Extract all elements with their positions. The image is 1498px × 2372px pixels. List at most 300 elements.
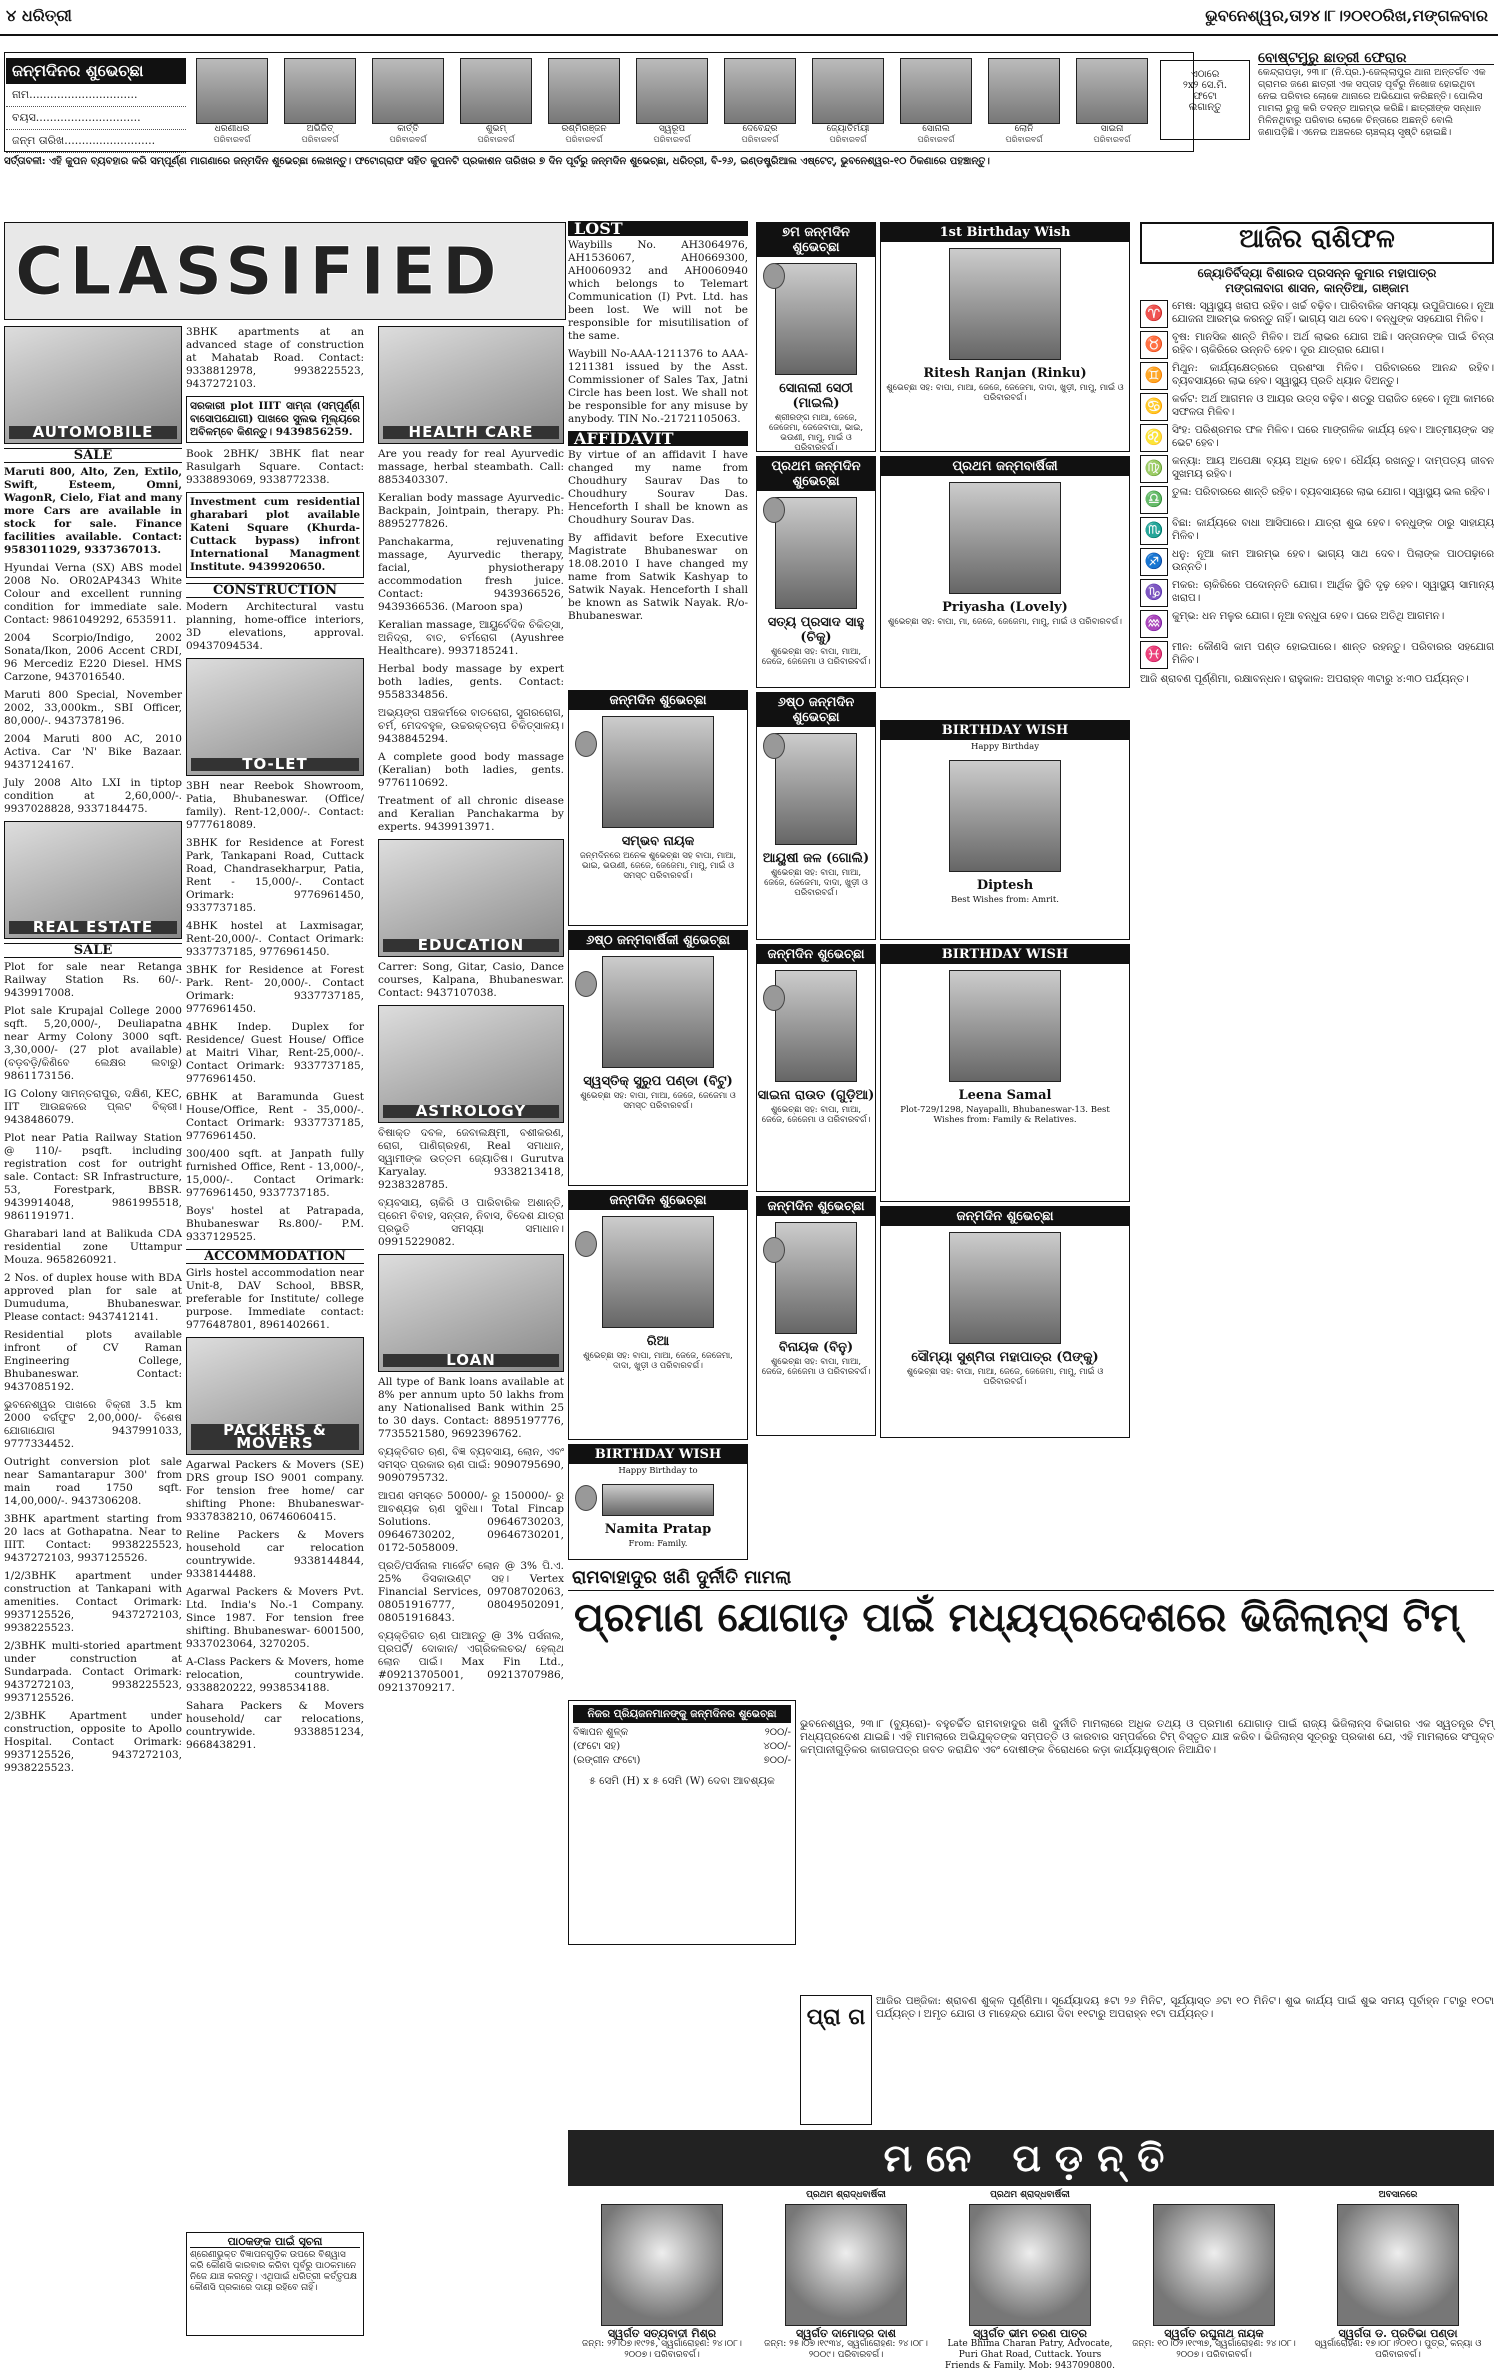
wish-text: Best Wishes from: Amrit. <box>950 895 1060 905</box>
zodiac-icon: ♐ <box>1140 548 1168 576</box>
wish-name: Ritesh Ranjan (Rinku) <box>923 366 1087 381</box>
wish-text: ଶୁଭେଚ୍ଛା ସହ: ବାପା, ମାଆ, ଜେଜେ, ଜେଜେମା ଓ ପରିବାରବର୍ଗ। <box>761 1357 871 1377</box>
rashifal-author: ଜ୍ୟୋତିର୍ବିଦ୍ୟା ବିଶାରଦ ପ୍ରସନ୍ନ କୁମାର ମହାପାତ୍ର <box>1197 266 1437 280</box>
zodiac-icon: ♑ <box>1140 579 1168 607</box>
balloon-icon <box>763 263 785 289</box>
rashi-text: ତୁଳା: ପରିବାରରେ ଶାନ୍ତି ରହିବ। ବ୍ୟବସାୟରେ ଲାଭ ଯୋଗ। ସ୍ୱାସ୍ଥ୍ୟ ଭଲ ରହିବ। <box>1172 486 1490 498</box>
education-section-image <box>378 839 564 957</box>
lost-heading: LOST <box>568 221 748 236</box>
zodiac-icon: ♉ <box>1140 331 1168 359</box>
birthday-kid-photo <box>366 58 450 148</box>
child-photo <box>602 716 714 828</box>
rashi-text: ମକର: ଚାକିରିରେ ପଦୋନ୍ନତି ଯୋଗ। ଆର୍ଥିକ ସ୍ଥିତି ଦୃଢ଼ ହେବ। ସ୍ୱାସ୍ଥ୍ୟ ସାମାନ୍ୟ ଖରାପ। <box>1172 579 1494 605</box>
child-family: ପରିବାରବର୍ଗ <box>1093 135 1131 144</box>
construction-ad: Modern Architectural vastu planning, home-office interiors, 3D elevations, approval. 09437094534. <box>186 601 364 652</box>
classified-ad: IG Colony ସାମନ୍ତରାପୁର, ଦକ୍ଷିଣ, KEC, IIT ଆଉଛକରେ ପ୍ଲଟ ବିକ୍ରୀ। 9438486079. <box>4 1088 182 1126</box>
reader-notice-title: ପାଠକଙ୍କ ପାଇଁ ସୂଚନା <box>190 2236 360 2248</box>
wish-name: Namita Pratap <box>604 1522 712 1537</box>
wish-name: ସାଇନା ରାଉତ (ଗୁଡ଼ିଆ) <box>757 1088 875 1103</box>
rashi-item <box>1140 424 1494 452</box>
rashi-text: ମେଷ: ସ୍ୱାସ୍ଥ୍ୟ ଖରାପ ରହିବ। ଖର୍ଚ୍ଚ ବଢ଼ିବ। ପାରିବାରିକ ସମସ୍ୟା ଉପୁଜିପାରେ। ନୂଆ ଯୋଜନା ଆରମ୍ଭ କରନ୍ତୁ ନାହିଁ। ଭାଗ୍ୟ ସାଥ ଦେବ। ବନ୍ଧୁଙ୍କ ସହଯୋଗ ମିଳିବ। <box>1172 300 1494 326</box>
classified-ad: 3BHK for Residence at Forest Park. Rent- 20,000/-. Contact Orimark: 9337737185, 9776961450. <box>186 964 364 1015</box>
obituary-name: ସ୍ୱର୍ଗତ ଦାମୋଦର ଦାଶ <box>796 2327 896 2340</box>
news-body: ଭୁବନେଶ୍ୱର, ୨୩।୮ (ବ୍ୟୁରୋ)- ବହୁଚର୍ଚ୍ଚିତ ରାମବାହାଦୁର ଖଣି ଦୁର୍ନୀତି ମାମଲାରେ ଅଧିକ ତଥ୍ୟ ଓ ପ୍ରମାଣ ଯୋଗାଡ଼ ପାଇଁ ରାଜ୍ୟ ଭିଜିଲାନ୍ସ ବିଭାଗର ଏକ ସ୍ୱତନ୍ତ୍ର ଟିମ୍ ମଧ୍ୟପ୍ରଦେଶ ଯାଇଛି। ଏହି ମାମଲାରେ ଅଭିଯୁକ୍ତଙ୍କ ସମ୍ପତ୍ତି ଓ କାରବାର ସମ୍ପର୍କରେ ଟିମ୍ ବିସ୍ତୃତ ଯାଞ୍ଚ କରିବ। ଭିଜିଲାନ୍ସ ସୂତ୍ରରୁ ପ୍ରକାଶ ଯେ, ଏହି ମାମଲାରେ ସଂପୃକ୍ତ କମ୍ପାନୀଗୁଡ଼ିକର କାଗଜପତ୍ର ଜବତ କରାଯିବ ଏବଂ ଦୋଷୀଙ୍କ ବିରୋଧରେ କଡ଼ା କାର୍ଯ୍ୟାନୁଷ୍ଠାନ ନିଆଯିବ। <box>800 1718 1494 1756</box>
child-photo <box>949 1232 1061 1344</box>
classified-ad: ଆପଣ ସମସ୍ତେ 50000/- ରୁ 150000/- ରୁ ଆବଶ୍ୟକ ଋଣ ସୁବିଧା। Total Fincap Solutions. 09646730203, 09646730202, 09646730201, 0172-5058009. <box>378 1490 564 1554</box>
birthday-kid-photo <box>1070 58 1154 148</box>
astrology-section-label: ASTROLOGY <box>383 1105 559 1118</box>
wish-name: ରିଆ <box>646 1334 670 1349</box>
child-family: ପରିବାରବର୍ଗ <box>565 135 603 144</box>
form-field-age: ବୟସ.............................. <box>6 107 186 130</box>
obituary <box>1308 2190 1488 2360</box>
child-photo <box>1076 58 1148 124</box>
child-photo <box>602 956 714 1068</box>
photo-box-line: ଫଟୋ <box>1193 91 1217 102</box>
reader-notice-text: ଶ୍ରେଣୀଭୁକ୍ତ ବିଜ୍ଞାପନଗୁଡ଼ିକ ଉପରେ ବିଶ୍ୱାସ କରି କୌଣସି କାରବାର କରିବା ପୂର୍ବରୁ ପାଠକମାନେ ନିଜେ ଯାଞ୍ଚ କରନ୍ତୁ। ଏଥିପାଇଁ ଧରିତ୍ରୀ କର୍ତ୍ତୃପକ୍ଷ କୌଣସି ପ୍ରକାରେ ଦାୟୀ ରହିବେ ନାହିଁ। <box>190 2250 358 2293</box>
classified-ad: 4BHK Indep. Duplex for Residence/ Guest House/ Office at Maitri Vihar, Rent-25,000/-. Contact Orimark: 9337737185, 9776961450. <box>186 1021 364 1085</box>
section-heading: SALE <box>4 943 182 958</box>
rashi-item <box>1140 548 1494 576</box>
child-photo <box>812 58 884 124</box>
classified-ad: Herbal body massage by expert both ladies, gents. Contact: 9558334856. <box>378 663 564 701</box>
wish-text: ଶୁଭେଚ୍ଛା ସହ: ବାପା, ମାଆ, ଜେଜେ, ଜେଜେମା, ଦାଦା, ଖୁଡ଼ୀ ଓ ପରିବାରବର୍ଗ। <box>764 868 868 898</box>
loan-section-label: LOAN <box>383 1354 559 1367</box>
masthead <box>0 0 1498 36</box>
classified-ad: All type of Bank loans available at 8% per annum upto 50 lakhs from any Nationalised Bank within 25 to 30 days. Contact: 8895197776, 7735521580, 9692396762. <box>378 1376 564 1440</box>
birthday-wish-box <box>880 1206 1130 1438</box>
child-family: ପରିବାରବର୍ଗ <box>477 135 515 144</box>
birthday-wish-box <box>568 690 748 926</box>
portrait-photo <box>1153 2204 1275 2326</box>
education-ad: Carrer: Song, Gitar, Casio, Dance courses, Kalpana, Bhubaneswar. Contact: 9437107038. <box>378 961 564 999</box>
to-let-section-image <box>186 658 364 776</box>
wish-title: ଜନ୍ମଦିନ ଶୁଭେଚ୍ଛା <box>569 1191 747 1210</box>
page-number: ୪ ଧରିତ୍ରୀ <box>6 6 72 25</box>
child-family: ପରିବାରବର୍ଗ <box>829 135 867 144</box>
classified-ad: Panchakarma, rejuvenating massage, Ayurvedic therapy, facial, physiotherapy accommodation fresh juice. Contact: 9439366526, 9439366536. (Maroon spa) <box>378 536 564 613</box>
photo-box-line: ୨x୨ ସେ.ମି. <box>1182 80 1228 91</box>
balloon-icon <box>763 733 785 759</box>
rashifal-address: ମଙ୍ଗଳାବାଗ ଶାସନ, କାନ୍ତିଆ, ଗଞ୍ଜାମ <box>1225 281 1409 295</box>
zodiac-icon: ♓ <box>1140 641 1168 669</box>
classified-ad: Reline Packers & Movers household car relocation countrywide. 9338144844, 9338144488. <box>186 1529 364 1580</box>
news-kicker: ରାମବାହାଦୁର ଖଣି ଦୁର୍ନୀତି ମାମଲା <box>568 1565 1494 1591</box>
classified-ad: Investment cum residential gharabari plot available Kateni Square (Khurda-Cuttack bypass) infront International Managment Institute. 9439920650. <box>186 492 364 578</box>
child-name: ସାଇନା <box>1100 124 1124 134</box>
portrait-photo <box>785 2204 907 2326</box>
real-estate-ads <box>4 961 182 1775</box>
obituary-name: ସ୍ୱର୍ଗତା ଡ. ପ୍ରତିଭା ପଣ୍ଡା <box>1338 2327 1458 2340</box>
wish-text: ଜନ୍ମଦିନରେ ଅନେକ ଶୁଭେଚ୍ଛା ସହ ବାପା, ମାଆ, ଭାଇ, ଭଉଣୀ, ଜେଜେ, ଜେଜେମା, ମାମୁ, ମାଇଁ ଓ ସମସ୍ତ ପରିବାରବର୍ଗ। <box>579 851 737 881</box>
wish-title: ଜନ୍ମଦିନ ଶୁଭେଚ୍ଛା <box>569 691 747 710</box>
child-family: ପରିବାରବର୍ଗ <box>301 135 339 144</box>
birthday-coupon-terms: ସର୍ତ୍ତାବଳୀ: ଏହି କୁପନ ବ୍ୟବହାର କରି ସମ୍ପୂର୍ଣ୍ଣ ମାଗଣାରେ ଜନ୍ମଦିନ ଶୁଭେଚ୍ଛା ଲେଖନ୍ତୁ। ଫଟୋଗ୍ରାଫ ସହିତ କୁପନଟି ପ୍ରକାଶନ ତାରିଖର ୭ ଦିନ ପୂର୍ବରୁ ଜନ୍ମଦିନ ଶୁଭେଚ୍ଛା, ଧରିତ୍ରୀ, ବି-୨୬, ଇଣ୍ଡଷ୍ଟ୍ରିଆଲ ଏଷ୍ଟେଟ୍, ଭୁବନେଶ୍ୱର-୧୦ ଠିକଣାରେ ପହଞ୍ଚାନ୍ତୁ। <box>4 156 990 167</box>
classified-ad: A-Class Packers & Movers, home relocation, countrywide. 9338820222, 9938534188. <box>186 1656 364 1694</box>
rashi-text: ମିଥୁନ: କାର୍ଯ୍ୟକ୍ଷେତ୍ରରେ ପ୍ରଶଂସା ମିଳିବ। ପରିବାରରେ ଆନନ୍ଦ ରହିବ। ବ୍ୟବସାୟରେ ଲାଭ ହେବ। ସ୍ୱାସ୍ଥ୍ୟ ପ୍ରତି ଧ୍ୟାନ ଦିଅନ୍ତୁ। <box>1172 362 1494 388</box>
child-photo <box>988 58 1060 124</box>
automobile-ads <box>4 466 182 816</box>
wish-title: ପ୍ରଥମ ଜନ୍ମଦିନ ଶୁଭେଚ୍ଛା <box>757 457 875 491</box>
packers-section-image <box>186 1337 364 1455</box>
child-name: ଶୁଭମ୍ <box>485 124 507 134</box>
classified-ad: Plot for sale near Retanga Railway Station Rs. 60/-. 9439917008. <box>4 961 182 999</box>
child-photo <box>775 733 857 845</box>
child-photo <box>900 58 972 124</box>
to-let-ads <box>186 780 364 1244</box>
classified-ad: ବ୍ୟକ୍ତିଗତ ଋଣ ପାଆନ୍ତୁ @ 3% ପର୍ସନାଲ, ପ୍ରପର୍ଟି/ ଦୋକାନ/ ଏଗ୍ରିକଲଚର/ ହେଲ୍ଥ ଲୋନ ପାଇଁ। Max Fin Ltd., #09213705001, 09213707986, 09213709217. <box>378 1630 564 1694</box>
wish-name: ବିନାୟକ (ବିନୁ) <box>778 1340 854 1355</box>
rashifal-footer: ଆଜି ଶ୍ରାବଣ ପୂର୍ଣ୍ଣିମା, ରକ୍ଷାବନ୍ଧନ। ରାହୁକାଳ: ଅପରାହ୍ନ ୩ଟାରୁ ୪:୩୦ ପର୍ଯ୍ୟନ୍ତ। <box>1140 673 1469 685</box>
classified-ad: Residential plots available infront of CV Raman Engineering College, Bhubaneswar. Contact: 9437085192. <box>4 1329 182 1393</box>
rashi-item <box>1140 579 1494 607</box>
child-photo <box>949 248 1061 360</box>
classified-banner <box>4 222 566 320</box>
classified-column-3 <box>378 326 564 2334</box>
obituary-text: ଜନ୍ମ: ୨୫।୦୭।୧୯୩୪, ସ୍ୱର୍ଗାରୋହଣ: ୨୪।୦୮।୨୦୦୯। ପରିବାରବର୍ଗ। <box>764 2339 928 2360</box>
loan-section-image <box>378 1254 564 1372</box>
portrait-photo <box>969 2204 1091 2326</box>
birthday-wish-box <box>568 1444 748 1560</box>
child-family: ପରିବାରବର୍ଗ <box>213 135 251 144</box>
wish-name: ଆୟୁଷୀ ଜଳ (ଗୋଲି) <box>762 851 870 866</box>
obituary <box>1124 2190 1304 2360</box>
rashi-text: କର୍କଟ: ଅର୍ଥ ଆଗମନ ଓ ଆୟର ଉତ୍ସ ବଢ଼ିବ। ଶତ୍ରୁ ପରାଜିତ ହେବେ। ନୂଆ କାମରେ ସଫଳତା ମିଳିବ। <box>1172 393 1494 419</box>
balloon-icon <box>575 971 597 997</box>
packers-section-label: PACKERS & MOVERS <box>191 1424 359 1450</box>
automobile-section-label: AUTOMOBILE <box>9 426 177 439</box>
wish-text: ଶୁଭେଚ୍ଛା ସହ: ବାପା, ମାଆ, ଜେଜେ, ଜେଜେମା, ଦାଦା, ଖୁଡ଼ୀ, ମାମୁ, ମାଇଁ ଓ ପରିବାରବର୍ଗ। <box>886 383 1124 403</box>
real-estate-section-label: REAL ESTATE <box>9 921 177 934</box>
balloon-icon <box>763 497 785 523</box>
classified-ad: 3BH near Reebok Showroom, Patia, Bhubaneswar. (Office/ family). Rent-12,000/-. Contact: 9777618089. <box>186 780 364 831</box>
rashi-item <box>1140 455 1494 483</box>
classified-ad: Hyundai Verna (SX) ABS model 2008 No. OR02AP4343 White Colour and excellent running condition for immediate sale. Contact: 9861049292, 6535911. <box>4 562 182 626</box>
astrology-ads <box>378 1127 564 1249</box>
portrait-photo <box>1337 2204 1459 2326</box>
birthday-kid-photo <box>718 58 802 148</box>
rashi-item <box>1140 362 1494 390</box>
child-name: ରଶ୍ମିରଞ୍ଜନ <box>561 124 607 134</box>
rate-value: ୭୦୦/- <box>763 1755 791 1766</box>
classified-ad: ବ୍ୟବସାୟ, ଚାକିରି ଓ ପାରିବାରିକ ଅଶାନ୍ତି, ପ୍ରେମ ବିବାହ, ସନ୍ତାନ, ନିବାସ, ବିଦେଶ ଯାତ୍ରା ପ୍ରଭୃତି ସମସ୍ୟା ସମାଧାନ। 09915229082. <box>378 1197 564 1248</box>
wish-name: Diptesh <box>976 878 1034 893</box>
wish-title: ପ୍ରଥମ ଜନ୍ମବାର୍ଷିକୀ <box>881 457 1129 476</box>
birthday-kid-photo <box>190 58 274 148</box>
health-care-section-image <box>378 326 564 444</box>
child-family: ପରିବାରବର୍ଗ <box>653 135 691 144</box>
child-photo <box>602 1484 714 1516</box>
child-name: ଅଭିଜିତ୍ <box>306 124 334 134</box>
rashi-text: ସିଂହ: ପରିଶ୍ରମର ଫଳ ମିଳିବ। ଘରେ ମାଙ୍ଗଳିକ କାର୍ଯ୍ୟ ହେବ। ଆତ୍ମୀୟଙ୍କ ସହ ଭେଟ ହେବ। <box>1172 424 1494 450</box>
wish-name: ସ୍ୱସ୍ତିକ୍ ସୁରୁପ ପଣ୍ଡା (ବିଟୁ) <box>583 1074 733 1089</box>
child-photo <box>949 760 1061 872</box>
balloon-icon <box>763 1237 785 1263</box>
wish-text: Plot-729/1298, Nayapalli, Bhubaneswar-13. Best Wishes from: Family & Relatives. <box>900 1105 1110 1125</box>
news-brief-title: ବୋଷ୍ଟମୁରୁ ଛାତ୍ରୀ ଫେରାର <box>1258 52 1494 65</box>
balloon-icon <box>575 731 597 757</box>
photo-placeholder-box <box>1160 60 1250 140</box>
classified-ad: 2004 Maruti 800 AC, 2010 Activa. Car 'N' Bike Bazaar. 9437124167. <box>4 733 182 771</box>
education-section-label: EDUCATION <box>383 939 559 952</box>
rate-card-title: ନିଜର ପ୍ରିୟଜନମାନଙ୍କୁ ଜନ୍ମଦିନର ଶୁଭେଚ୍ଛା <box>573 1705 791 1723</box>
wish-name: ସତ୍ୟ ପ୍ରସାଦ ସାହୁ (ଚିକୁ) <box>767 615 865 645</box>
zodiac-icon: ♒ <box>1140 610 1168 638</box>
wish-text: ଶୁଭେଚ୍ଛା ସହ: ବାପା, ମାଆ, ଜେଜେ, ଜେଜେମା ଓ ପରିବାରବର୍ଗ। <box>761 1105 871 1125</box>
child-photo <box>372 58 444 124</box>
classified-ad: Agarwal Packers & Movers (SE) DRS group ISO 9001 company. For tension free home/ car shifting Phone: Bhubaneswar- 9337838210, 06746060415. <box>186 1459 364 1523</box>
zodiac-icon: ♋ <box>1140 393 1168 421</box>
panjika-text: ଆଜିର ପଞ୍ଜିକା: ଶ୍ରାବଣ ଶୁକ୍ଳ ପୂର୍ଣ୍ଣିମା। ସୂର୍ଯ୍ୟୋଦୟ ୫ଟା ୨୬ ମିନିଟ, ସୂର୍ଯ୍ୟାସ୍ତ ୬ଟା ୧୦ ମିନିଟ। ଶୁଭ କାର୍ଯ୍ୟ ପାଇଁ ଶୁଭ ସମୟ ପୂର୍ବାହ୍ନ ୮ଟାରୁ ୧୦ଟା ପର୍ଯ୍ୟନ୍ତ। ଅମୃତ ଯୋଗ ଓ ମାହେନ୍ଦ୍ର ଯୋଗ ଦିବା ୧୧ଟାରୁ ଅପରାହ୍ନ ୧ଟା ପର୍ଯ୍ୟନ୍ତ। <box>876 1995 1494 2020</box>
classified-column-2 <box>186 326 364 2226</box>
birthday-wish-box <box>568 930 748 1186</box>
zodiac-icon: ♎ <box>1140 486 1168 514</box>
wish-name: Priyasha (Lovely) <box>942 600 1068 615</box>
classified-banner-title: CLASSIFIED <box>15 233 503 310</box>
wish-name: Leena Samal <box>958 1088 1052 1103</box>
child-photo <box>196 58 268 124</box>
birthday-wish-box <box>568 1190 748 1440</box>
zodiac-icon: ♊ <box>1140 362 1168 390</box>
news-headline: ପ୍ରମାଣ ଯୋଗାଡ଼ ପାଇଁ ମଧ୍ୟପ୍ରଦେଶରେ ଭିଜିଲାନ୍ସ ଟିମ୍ <box>574 1594 1461 1641</box>
child-photo <box>775 1222 857 1334</box>
classified-ad: Outright conversion plot sale near Samantarapur 300' from main road 1750 sqft. 14,00,000/-. 9437306208. <box>4 1456 182 1507</box>
rashi-item <box>1140 610 1494 638</box>
birthday-wish-box <box>756 1196 876 1436</box>
birthday-coupon-title: ଜନ୍ମଦିନର ଶୁଭେଚ୍ଛା <box>6 58 186 84</box>
affidavit-ad: By affidavit before Executive Magistrate Bhubaneswar on 18.08.2010 I have changed my name from Satwik Kashyap to Satwik Nayak. Henceforth I shall be known as Satwik Nayak. R/o-Bhubaneswar. <box>568 532 748 622</box>
obituary-name: ସ୍ୱର୍ଗତ ରଘୁନାଥ ନାୟକ <box>1164 2327 1264 2340</box>
section-heading: CONSTRUCTION <box>186 583 364 598</box>
obituary-text: ଜନ୍ମ: ୨୨।୦୭।୧୯୨୫, ସ୍ୱର୍ଗାରୋହଣ: ୨୪।୦୮।୨୦୦୭। ପରିବାରବର୍ଗ। <box>582 2339 742 2360</box>
wish-title: ୭ମ ଜନ୍ମଦିନ ଶୁଭେଚ୍ଛା <box>757 223 875 257</box>
birthday-rate-card <box>568 1700 796 1945</box>
birthday-kid-photo <box>894 58 978 148</box>
classified-ad: Maruti 800 Special, November 2002, 33,000km., SBI Officer, 80,000/-. 9437378196. <box>4 689 182 727</box>
classified-ad: 3BHK apartments at an advanced stage of construction at Mahatab Road. Contact: 9338812978, 9938225523, 9437272103. <box>186 326 364 390</box>
rate-label: ବିଜ୍ଞାପନ ଶୁଳ୍କ <box>573 1727 629 1738</box>
lost-ad: Waybills No. AH3064976, AH1536067, AH0669300, AH0060932 and AH0060940 which belongs to Telemart Communication (I) Pvt. Ltd. has been lost. We will not be responsible for misutilisation of the same. <box>568 239 748 342</box>
rashi-item <box>1140 393 1494 421</box>
rashi-item <box>1140 517 1494 545</box>
rate-value: ୨୦୦/- <box>764 1727 791 1738</box>
child-name: ଲୋନି <box>1014 124 1034 134</box>
zodiac-icon: ♈ <box>1140 300 1168 328</box>
classified-ad: Treatment of all chronic disease and Keralian Panchakarma by experts. 9439913971. <box>378 795 564 833</box>
obituary-text: Late Bhima Charan Patry, Advocate, Puri Ghat Road, Cuttack. Yours Friends & Family. Mob: 9437090800. <box>945 2339 1115 2371</box>
birthday-wish-box <box>756 692 876 940</box>
obituary-heading <box>1124 2190 1304 2202</box>
wish-subtitle: Happy Birthday to <box>618 1466 698 1476</box>
child-name: ଜ୍ୟୋତିର୍ମୟୀ <box>826 124 870 134</box>
photo-box-line: ଲଗାନ୍ତୁ <box>1188 102 1222 113</box>
accommodation-ad: Girls hostel accommodation near Unit-8, DAV School, BBSR, preferable for Institute/ college purpose. Immediate contact: 9776487801, 8961402661. <box>186 1267 364 1331</box>
rashi-text: ଧନୁ: ନୂଆ କାମ ଆରମ୍ଭ ହେବ। ଭାଗ୍ୟ ସାଥ ଦେବ। ପିଲାଙ୍କ ପାଠପଢ଼ାରେ ଉନ୍ନତି। <box>1172 548 1494 574</box>
classified-ad: 2 Nos. of duplex house with BDA approved plan for sale at Dumuduma, Bhubaneswar. Please contact: 9437412141. <box>4 1272 182 1323</box>
classified-ad: 2/3BHK Apartment under construction, opposite to Apollo Hospital. Contact Orimark: 9937125526, 9437272103, 9938225523. <box>4 1710 182 1774</box>
classified-ad: 6BHK at Baramunda Guest House/Office, Rent - 35,000/-. Contact Orimark: 9337737185, 9776961450. <box>186 1091 364 1142</box>
zodiac-icon: ♏ <box>1140 517 1168 545</box>
classified-ad: ଅଭ୍ୟଙ୍ଗ ପଞ୍ଚକର୍ମରେ ବାତରୋଗ, ସୁଗରରୋଗ, ଚର୍ମ, ମେଦବହୁଳ, ଉଚ୍ଚରକ୍ତଚାପ ଚିକିତ୍ସାଳୟ। 9438845294. <box>378 707 564 745</box>
child-photo <box>775 263 857 375</box>
news-brief <box>1258 52 1494 212</box>
obituary-heading: ଅବସାନରେ <box>1378 2190 1418 2200</box>
child-family: ପରିବାରବର୍ଗ <box>389 135 427 144</box>
obituary <box>572 2190 752 2360</box>
wish-text: ଶୁଭେଚ୍ଛା ସହ: ବାପା, ମାଆ, ଜେଜେ, ଜେଜେମା, ଦାଦା, ଖୁଡ଼ୀ ଓ ପରିବାରବର୍ଗ। <box>583 1351 733 1371</box>
classified-ad: Are you ready for real Ayurvedic massage, herbal steambath. Call: 8853403307. <box>378 448 564 486</box>
lost-ad: Waybill No-AAA-1211376 to AAA-1211381 issued by the Asst. Commissioner of Sales Tax, Jatni Circle has been lost. We shall not be responsible for any misuse by anybody. TIN No.-21721105063. <box>568 348 748 425</box>
child-photo <box>284 58 356 124</box>
classified-ad: 4BHK hostel at Laxmisagar, Rent-20,000/-. Contact Orimark: 9337737185, 9776961450. <box>186 920 364 958</box>
wish-name: ସୌମ୍ୟା ସୁଶ୍ମିତା ମହାପାତ୍ର (ପିଙ୍କୁ) <box>911 1350 1099 1365</box>
wish-title: 1st Birthday Wish <box>881 223 1129 242</box>
affidavit-heading: AFFIDAVIT <box>568 431 748 446</box>
wish-title: BIRTHDAY WISH <box>881 721 1129 740</box>
rate-card-footnote: ୫ ସେମି (H) x ୫ ସେମି (W) ଦେବା ଆବଶ୍ୟକ <box>589 1775 775 1787</box>
child-name: ସ୍ୱରୂପ <box>658 124 686 134</box>
birthday-kid-photo <box>630 58 714 148</box>
wish-text: ଶୁଭେଚ୍ଛା ସହ: ବାପା, ମା, ଜେଜେ, ଜେଜେମା, ମାମୁ, ମାଇଁ ଓ ପରିବାରବର୍ଗ। <box>888 617 1122 627</box>
child-name: ସୋନାଲ <box>922 124 950 134</box>
zodiac-icon: ♍ <box>1140 455 1168 483</box>
classified-ad: Agarwal Packers & Movers Pvt. Ltd. India's No.-1 Company. Since 1987. For tension free shifting. Bhubaneswar- 6001500, 9337023064, 3270205. <box>186 1586 364 1650</box>
section-heading: SALE <box>4 448 182 463</box>
child-name: ଦେବେନ୍ଦ୍ର <box>742 124 778 134</box>
rashi-item <box>1140 300 1494 328</box>
wish-text: ଶ୍ରୀରଙ୍ଗ ମାଆ, ଜେଜେ, ଜେଜେମା, ଜେଜେବାପା, ଭାଇ, ଭଉଣୀ, ମାମୁ, ମାଇଁ ଓ ପରିବାରବର୍ଗ। <box>768 413 864 453</box>
rashi-text: ବିଛା: କାର୍ଯ୍ୟରେ ବାଧା ଆସିପାରେ। ଯାତ୍ରା ଶୁଭ ହେବ। ବନ୍ଧୁଙ୍କ ଠାରୁ ସାହାଯ୍ୟ ମିଳିବ। <box>1172 517 1494 543</box>
balloon-icon <box>575 1485 597 1511</box>
classified-ad: 300/400 sqft. at Janpath fully furnished Office, Rent - 13,000/-, 15,000/-. Contact Orimark: 9776961450, 9337737185. <box>186 1148 364 1199</box>
classified-ad: Plot near Patia Railway Station @ 110/- psqft. including registration cost for outright sale. Contact: SR Infrastructure, 53, Forestpark, BBSR. 9439914048, 9861995518, 9861191971. <box>4 1132 182 1222</box>
wish-title: ଜନ୍ମଦିନ ଶୁଭେଚ୍ଛା <box>757 1197 875 1216</box>
classified-ad: Keralian body massage Ayurvedic-Backpain, Jointpain, therapy. Ph: 8895277826. <box>378 492 564 530</box>
birthday-kid-photo <box>982 58 1066 148</box>
child-family: ପରିବାରବର୍ଗ <box>917 135 955 144</box>
health-care-section-label: HEALTH CARE <box>383 426 559 439</box>
rashi-item <box>1140 486 1494 514</box>
birthday-kid-photo <box>278 58 362 148</box>
birthday-kid-photo <box>806 58 890 148</box>
form-field-name: ନାମ............................... <box>6 84 186 107</box>
wish-text: From: Family. <box>628 1539 688 1549</box>
obituary-text: ଜନ୍ମ: ୧୦।୦୨।୧୯୩୭, ସ୍ୱର୍ଗାରୋହଣ: ୨୪।୦୮।୨୦୦୭। ପରିବାରବର୍ଗ। <box>1132 2339 1296 2360</box>
child-photo <box>636 58 708 124</box>
classified-ad: ପ୍ରତି/ପର୍ସନାଲ ମାର୍କେଟ ଲୋନ @ 3% ପି.ଏ. 25% ଡିସକାଉଣ୍ଟ ସହ। Vertex Financial Services, 09708702063, 08051916777, 08049502091, 08051916843. <box>378 1560 564 1624</box>
child-photo <box>602 1216 714 1328</box>
wish-subtitle: Happy Birthday <box>970 742 1040 752</box>
rashi-text: କନ୍ୟା: ଆୟ ଅପେକ୍ଷା ବ୍ୟୟ ଅଧିକ ହେବ। ଧୈର୍ଯ୍ୟ ରଖନ୍ତୁ। ଦାମ୍ପତ୍ୟ ଜୀବନ ସୁଖମୟ ରହିବ। <box>1172 455 1494 481</box>
child-photo <box>775 497 857 609</box>
panjika-label: ପ୍ରା ଗ <box>800 1995 872 2125</box>
rashi-item <box>1140 331 1494 359</box>
wish-title: BIRTHDAY WISH <box>881 945 1129 964</box>
child-family: ପରିବାରବର୍ଗ <box>741 135 779 144</box>
real-estate-section-image <box>4 821 182 939</box>
wish-title: BIRTHDAY WISH <box>569 1445 747 1464</box>
news-brief-text: କେନ୍ଦ୍ରାପଡ଼ା, ୨୩।୮ (ନି.ପ୍ର.)-ଜେଲ୍ଲାପୁର ଥାନା ଅନ୍ତର୍ଗତ ଏକ ଗ୍ରାମର ଜଣେ ଛାତ୍ରୀ ଏକ ସପ୍ତାହ ପୂର୍ବରୁ ନିଖୋଜ ହୋଇଥିବା ନେଇ ପରିବାର ଲୋକେ ଥାନାରେ ଅଭିଯୋଗ କରିଛନ୍ତି। ପୋଲିସ ମାମଲା ରୁଜୁ କରି ତଦନ୍ତ ଆରମ୍ଭ କରିଛି। ଛାତ୍ରୀଙ୍କ ସନ୍ଧାନ ମିଳିନଥିବାରୁ ପରିବାର ଲୋକେ ଚିନ୍ତାରେ ଅଛନ୍ତି ବୋଲି ଜଣାପଡ଼ିଛି। ଏନେଇ ଅଞ୍ଚଳରେ ଚାଞ୍ଚଲ୍ୟ ସୃଷ୍ଟି ହୋଇଛି। <box>1258 67 1486 138</box>
obituary-text: ସ୍ୱର୍ଗାରୋହଣ: ୧୭।୦୮।୨୦୧୦। ପୁତ୍ର, କନ୍ୟା ଓ ପରିବାରବର୍ଗ। <box>1314 2339 1482 2360</box>
birthday-wish-box <box>880 456 1130 688</box>
rashi-text: କୁମ୍ଭ: ଧନ ମଳୁର ଯୋଗ। ନୂଆ ବନ୍ଧୁତା ହେବ। ଘରେ ଅତିଥି ଆଗମନ। <box>1172 610 1445 622</box>
obituary <box>940 2190 1120 2371</box>
loan-ads <box>378 1376 564 1695</box>
astrology-section-image <box>378 1005 564 1123</box>
rate-row <box>573 1754 791 1768</box>
obituary-heading: ପ୍ରଥମ ଶ୍ରାଦ୍ଧବାର୍ଷିକୀ <box>806 2190 886 2200</box>
birthday-coupon-form <box>6 58 186 147</box>
rashi-text: ବୃଷ: ମାନସିକ ଶାନ୍ତି ମିଳିବ। ଅର୍ଥ ଲାଭର ଯୋଗ ଅଛି। ସନ୍ତାନଙ୍କ ପାଇଁ ଚିନ୍ତା ରହିବ। ଚାକିରିରେ ଉନ୍ନତି ହେବ। ଦୂର ଯାତ୍ରାର ଯୋଗ। <box>1172 331 1494 357</box>
classified-ad: 1/2/3BHK apartment under construction at Tankapani with amenities. Contact Orimark: 9937125526, 9437272103, 9938225523. <box>4 1570 182 1634</box>
obituary <box>756 2190 936 2360</box>
wish-title: ୬ଷ୍ଠ ଜନ୍ମବାର୍ଷିକୀ ଶୁଭେଚ୍ଛା <box>569 931 747 950</box>
classified-ad: 2/3BHK multi-storied apartment under construction at Sundarpada. Contact Orimark: 9437272103, 9938225523, 9937125526. <box>4 1640 182 1704</box>
form-field-dob: ଜନ୍ମ ତାରିଖ.......................... <box>6 130 186 153</box>
portrait-photo <box>601 2204 723 2326</box>
classified-ad: A complete good body massage (Keralian) both ladies, gents. 9776110692. <box>378 751 564 789</box>
classified-ad: Sahara Packers & Movers household/ car relocations, countrywide. 9338851234, 9668438291. <box>186 1700 364 1751</box>
obituary-heading <box>572 2190 752 2202</box>
to-let-section-label: TO-LET <box>191 758 359 771</box>
obituary-heading: ପ୍ରଥମ ଶ୍ରାଦ୍ଧବାର୍ଷିକୀ <box>990 2190 1070 2200</box>
child-name: କାର୍ତ୍ତି <box>397 124 419 134</box>
reader-notice <box>186 2232 364 2336</box>
child-photo <box>775 970 857 1082</box>
balloon-icon <box>763 985 785 1011</box>
wish-text: ଶୁଭେଚ୍ଛା ସହ: ବାପା, ମାଆ, ଜେଜେ, ଜେଜେମା, ମାମୁ, ମାଇଁ ଓ ପରିବାରବର୍ଗ। <box>906 1367 1104 1387</box>
remembrance-banner: ମନେ ପଡ଼ନ୍ତି <box>568 2130 1494 2186</box>
wish-name: ସମ୍ଭବ ନାୟକ <box>621 834 695 849</box>
classified-ad: 2004 Scorpio/Indigo, 2002 Sonata/Ikon, 2006 Accent CRDI, 96 Mercediz E220 Diesel. HMS Carzone, 9437016540. <box>4 632 182 683</box>
classified-ad: Maruti 800, Alto, Zen, Extilo, Swift, Esteem, Omni, WagonR, Cielo, Fiat and many more Cars are available in stock for sale. Finance facilities available. Contact: 9583011029, 9337367013. <box>4 466 182 556</box>
classified-ad: Boys' hostel at Patrapada, Bhubaneswar Rs.800/- P.M. 9337129525. <box>186 1205 364 1243</box>
rate-value: ୪୦୦/- <box>763 1741 791 1752</box>
birthday-wish-box <box>880 720 1130 940</box>
rashi-text: ମୀନ: କୌଣସି କାମ ପଣ୍ଡ ହୋଇପାରେ। ଶାନ୍ତ ରହନ୍ତୁ। ପରିବାରର ସହଯୋଗ ମିଳିବ। <box>1172 641 1494 667</box>
child-photo <box>949 482 1061 594</box>
wish-text: ଶୁଭେଚ୍ଛା ସହ: ବାପା, ମାଆ, ଜେଜେ, ଜେଜେମା ଓ ପରିବାରବର୍ଗ। <box>761 647 871 667</box>
classified-ad: ସରକାରୀ plot IIIT ସାମ୍ନା (ସମ୍ପୂର୍ଣ୍ଣ ବାସୋପଯୋଗୀ) ପାଖରେ ସୁଲଭ ମୂଲ୍ୟରେ ଅବିଳମ୍ବେ କିଣନ୍ତୁ। 9439856259. <box>186 396 364 443</box>
news-headline-block <box>568 1565 1494 1645</box>
dateline: ଭୁବନେଶ୍ୱର,ତା୨୪।୮।୨୦୧୦ରିଖ,ମଙ୍ଗଳବାର <box>1205 6 1488 25</box>
photo-box-line: ଏଠାରେ <box>1190 69 1220 80</box>
classified-ad: ବିଷାକ୍ତ ଦବଳ, ଜେବାଲକ୍ଷ୍ମୀ, ବଶୀକରଣ, ରୋଗ, ପାଣିଗ୍ରହଣ, Real ସମାଧାନ, ସ୍ୱାମୀଙ୍କ ଉତ୍ତମ ଜ୍ୟୋତିଷ। Gurutva Karyalay. 9338213418, 9238328785. <box>378 1127 564 1191</box>
balloon-icon <box>575 1231 597 1257</box>
packers-ads <box>186 1459 364 1752</box>
classified-ad: 3BHK apartment starting from 20 lacs at Gothapatna. Near to IIIT. Contact: 9938225523, 9437272103, 9937125526. <box>4 1513 182 1564</box>
birthday-kid-photo <box>542 58 626 148</box>
rashifal-list <box>1140 300 1494 1562</box>
rate-row <box>573 1726 791 1740</box>
child-photo <box>460 58 532 124</box>
section-heading: ACCOMMODATION <box>186 1249 364 1264</box>
classified-ad: Plot sale Krupajal College 2000 sqft. 5,20,000/-, Deuliapatna near Army Colony 3000 sqft. 3,30,000/- (27 plot available) (ବଡ଼ବଡ଼ି/କିଣିବେ ଲେକ୍ଷର ଲବାରୁ) 9861173156. <box>4 1005 182 1082</box>
rate-row <box>573 1740 791 1754</box>
wish-title: ୬ଷ୍ଠ ଜନ୍ମଦିନ ଶୁଭେଚ୍ଛା <box>757 693 875 727</box>
classified-ad: 3BHK for Residence at Forest Park, Tankapani Road, Cuttack Road, Chandrasekharpur, Patia, Rent - 15,000/-. Contact Orimark: 9776961450, 9337737185. <box>186 837 364 914</box>
birthday-wish-box <box>756 456 876 688</box>
classified-ad: Book 2BHK/ 3BHK flat near Rasulgarh Square. Contact: 9338893069, 9338772338. <box>186 448 364 486</box>
birthday-kid-photo <box>454 58 538 148</box>
classified-column-1 <box>4 326 182 2334</box>
affidavit-ad: By virtue of an affidavit I have changed my name from Choudhury Saurav Das to Choudhury Sourav Das. Henceforth I shall be known as Choudhury Sourav Das. <box>568 449 748 526</box>
birthday-wish-box <box>880 222 1130 452</box>
child-name: ଧରଣୀଧର <box>214 124 250 134</box>
birthday-wish-box <box>756 944 876 1192</box>
rate-label: (ଫଟୋ ସହ) <box>573 1741 621 1752</box>
classified-ad: Keralian massage, ଆୟୁର୍ବେଦିକ ଚିକିତ୍ସା, ଅନିଦ୍ରା, ବାତ, ଚର୍ମରୋଗ (Ayushree Healthcare). 9937185241. <box>378 619 564 657</box>
